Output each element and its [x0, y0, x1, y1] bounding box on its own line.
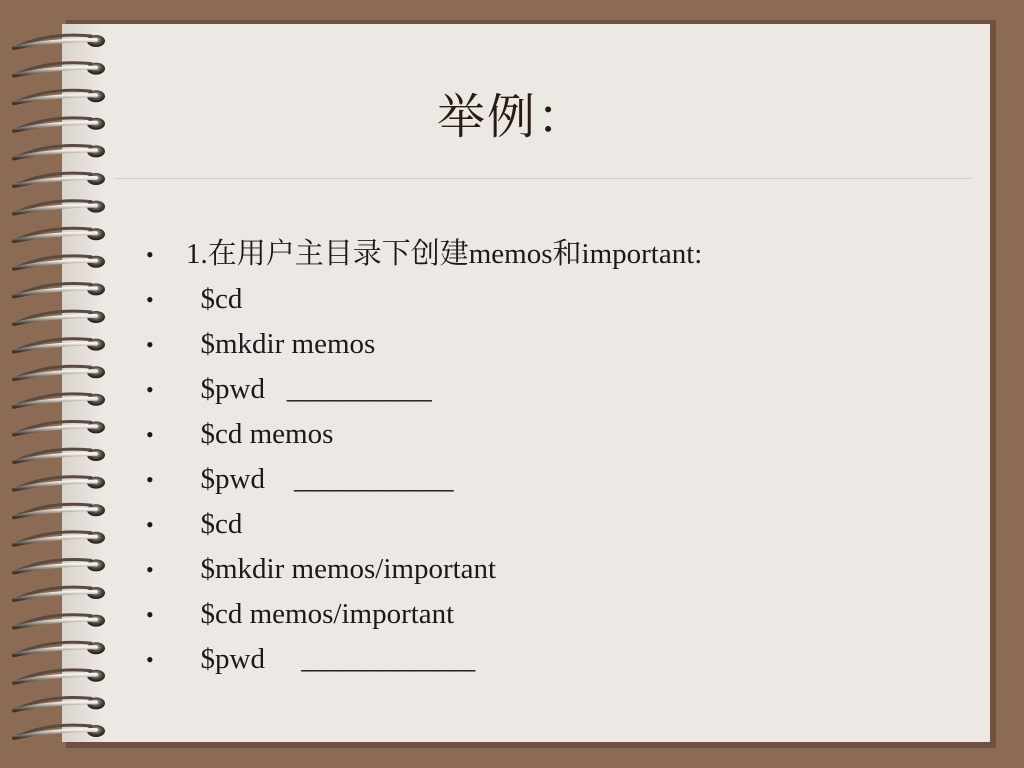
bullet-text: $mkdir memos [186, 328, 376, 360]
spiral-coil [14, 173, 105, 186]
spiral-coil [14, 228, 105, 241]
bullet-dot: • [146, 377, 154, 402]
bullet-dot: • [146, 602, 154, 627]
spiral-coil [14, 559, 105, 572]
bullet-text: $pwd ___________ [186, 463, 454, 495]
bullet-dot: • [146, 512, 154, 537]
bullet-item [146, 412, 702, 457]
bullet-item [146, 592, 702, 637]
bullet-text: $cd memos [186, 418, 334, 450]
title-divider [114, 178, 972, 179]
spiral-coil [14, 725, 105, 738]
bullet-item [146, 322, 702, 367]
bullet-item [146, 502, 702, 547]
spiral-coil [14, 587, 105, 600]
spiral-coil [14, 642, 105, 655]
bullet-item [146, 277, 702, 322]
bullet-dot: • [146, 242, 154, 267]
bullet-item [146, 637, 702, 682]
bullet-text: $pwd __________ [186, 373, 432, 405]
bullet-text: 1.在用户主目录下创建memos和important: [186, 238, 703, 270]
bullet-item [146, 232, 702, 277]
bullet-text: $cd [186, 508, 243, 540]
spiral-coil [14, 532, 105, 545]
bullet-text: $pwd ____________ [186, 643, 476, 675]
spiral-coil [14, 394, 105, 407]
spiral-coil [14, 283, 105, 296]
bullet-text: $cd memos/important [186, 598, 455, 630]
spiral-coil [14, 311, 105, 324]
bullet-item [146, 457, 702, 502]
spiral-coil [14, 35, 105, 48]
spiral-coil [14, 477, 105, 490]
spiral-coil [14, 504, 105, 517]
bullet-dot: • [146, 332, 154, 357]
bullet-item [146, 367, 702, 412]
bullet-dot: • [146, 647, 154, 672]
bullet-text: $mkdir memos/important [186, 553, 497, 585]
spiral-coil [14, 256, 105, 269]
spiral-coil [14, 201, 105, 214]
bullet-text: $cd [186, 283, 243, 315]
spiral-coil [14, 145, 105, 158]
bullet-dot: • [146, 557, 154, 582]
spiral-coil [14, 670, 105, 683]
spiral-coil [14, 339, 105, 352]
spiral-coil [14, 366, 105, 379]
spiral-coil [14, 615, 105, 628]
slide-title: 举例： [436, 91, 587, 144]
bullet-dot: • [146, 422, 154, 447]
spiral-coil [14, 697, 105, 710]
spiral-coil [14, 421, 105, 434]
bullet-dot: • [146, 287, 154, 312]
spiral-coil [14, 63, 105, 76]
bullet-item [146, 547, 702, 592]
spiral-coil [14, 449, 105, 462]
bullet-dot: • [146, 467, 154, 492]
bullet-list [146, 232, 702, 682]
